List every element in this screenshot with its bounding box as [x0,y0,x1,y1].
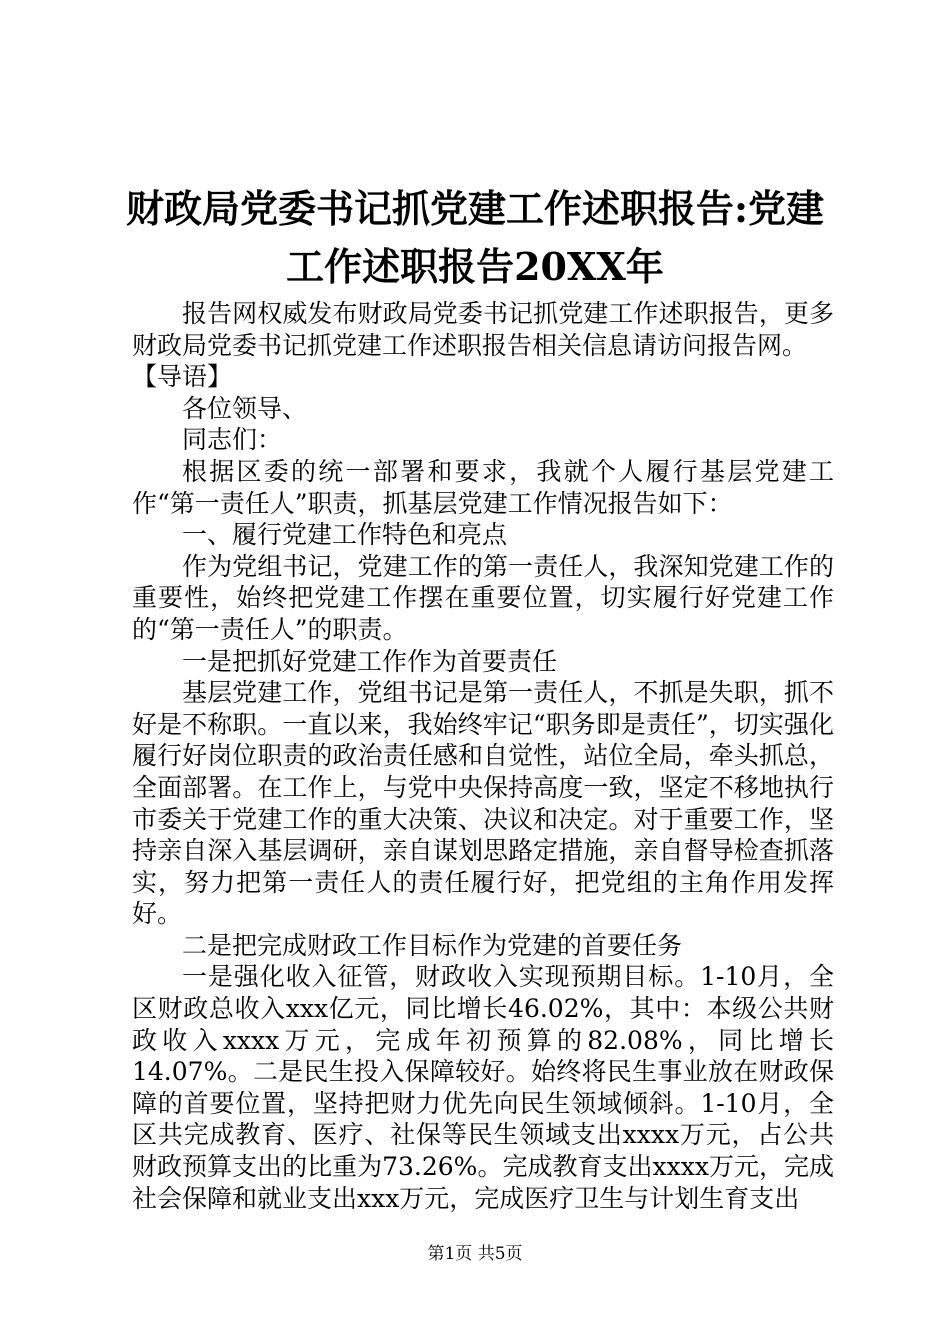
subsection-heading: 一是把抓好党建工作作为首要责任 [182,646,558,676]
document-body [132,298,834,1214]
paragraph-salutation: 各位领导、 [182,393,308,423]
paragraph-guide-heading: 【导语】 [132,362,233,392]
paragraph-salutation: 同志们： [182,425,283,455]
paragraph: 作为党组书记，党建工作的第一责任人，我深知党建工作的重要性，始终把党建工作摆在重要位置，切实履行好党建工作的“第一责任人”的职责。 [132,551,834,644]
paragraph: 基层党建工作，党组书记是第一责任人，不抓是失职，抓不好是不称职。一直以来，我始终牢记“职务即是责任”，切实强化履行好岗位职责的政治责任感和自觉性，站位全局，牵头抓总，全面部署。在工作上，与党中央保持高度一致，坚定不移地执行市委关于党建工作的重大决策、决议和决定。对于重要工作，坚持亲自深入基层调研，亲自谋划思路定措施，亲自督导检查抓落实，努力把第一责任人的责任履行好，把党组的主角作用发挥好。 [132,678,834,929]
subsection-heading: 二是把完成财政工作目标作为党建的首要任务 [182,930,683,960]
paragraph: 一是强化收入征管，财政收入实现预期目标。1-10月，全区财政总收入xxx亿元，同比增长46.02%，其中：本级公共财政收入xxxx万元，完成年初预算的82.08%，同比增长14.07%。二是民生投入保障较好。始终将民生事业放在财政保障的首要位置，坚持把财力优先向民生领域倾斜。1-10月，全区共完成教育、医疗、社保等民生领域支出xxxx万元，占公共财政预算支出的比重为73.26%。完成教育支出xxxx万元，完成社会保障和就业支出xxx万元，完成医疗卫生与计划生育支出 [132,962,834,1213]
paragraph: 根据区委的统一部署和要求，我就个人履行基层党建工作“第一责任人”职责，抓基层党建工作情况报告如下： [132,456,834,518]
section-heading: 一、履行党建工作特色和亮点 [182,520,508,550]
document-title: 财政局党委书记抓党建工作述职报告:党建工作述职报告20XX年 [125,186,825,289]
paragraph: 报告网权威发布财政局党委书记抓党建工作述职报告，更多财政局党委书记抓党建工作述职报告相关信息请访问报告网。 [132,299,834,360]
page-footer: 第1页 共5页 [427,1244,523,1264]
